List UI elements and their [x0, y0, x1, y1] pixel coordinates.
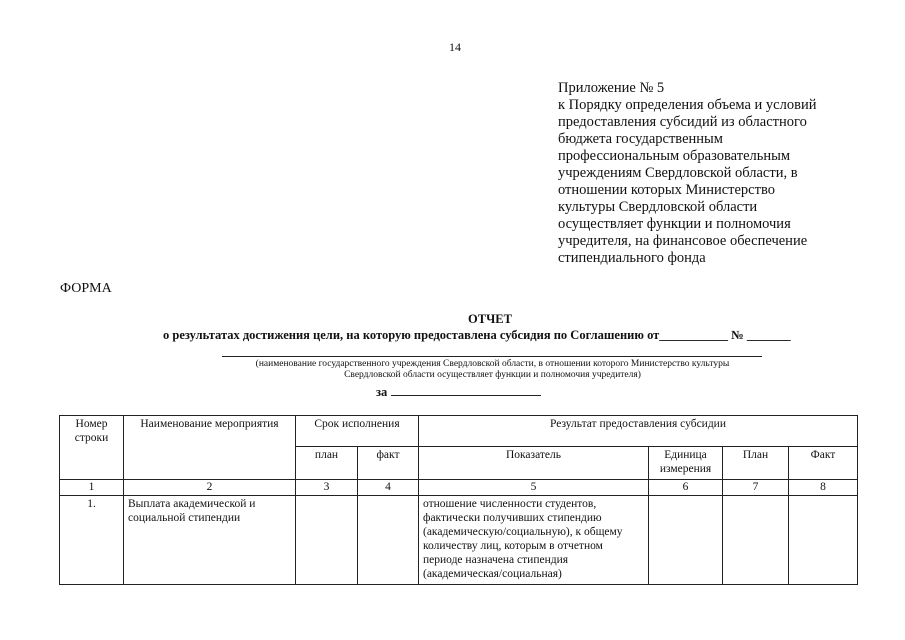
page-number: 14 [449, 40, 461, 54]
appendix-line: бюджета государственным [558, 131, 723, 147]
row-result-fact [789, 496, 858, 585]
row-fact [358, 496, 419, 585]
appendix-line: учреждениям Свердловской области, в [558, 165, 798, 181]
institution-caption [210, 359, 775, 381]
appendix-line: профессиональным образовательным [558, 148, 791, 164]
institution-name-line [222, 356, 762, 357]
header-deadline: Срок исполнения [296, 416, 419, 447]
header-fact: факт [358, 447, 419, 480]
appendix-line: культуры Свердловской области [558, 199, 758, 215]
header-unit: Единица измерения [649, 447, 723, 480]
appendix-line: предоставления субсидий из областного [558, 114, 807, 130]
row-number: 1. [60, 496, 124, 585]
column-number: 4 [358, 480, 419, 496]
table-header-row [60, 416, 858, 447]
institution-caption-line-1: (наименование государственного учреждения Свердловской области, в отношении которого Министерство культуры [255, 359, 730, 369]
report-table [59, 415, 858, 585]
column-number: 5 [419, 480, 649, 496]
period-blank-line [391, 384, 541, 396]
row-plan [296, 496, 358, 585]
column-number: 2 [124, 480, 296, 496]
row-indicator: отношение численности студентов, фактически получивших стипендию (академическую/социальную), к общему количеству лиц, которым в отчетном периоде назначена стипендия (академическая/социальная) [419, 496, 649, 585]
column-numbers-row [60, 480, 858, 496]
column-number: 6 [649, 480, 723, 496]
period-label: за [376, 385, 388, 399]
appendix-line: стипендиального фонда [558, 250, 706, 266]
appendix-line: осуществляет функции и полномочия [558, 216, 791, 232]
appendix-line: отношении которых Министерство [558, 182, 775, 198]
appendix-line: Приложение № 5 [558, 80, 665, 96]
row-result-plan [723, 496, 789, 585]
report-subtitle: о результатах достижения цели, на которую предоставлена субсидия по Соглашению от___________ № _______ [163, 328, 791, 342]
row-unit [649, 496, 723, 585]
column-number: 7 [723, 480, 789, 496]
column-number: 3 [296, 480, 358, 496]
appendix-block [558, 80, 858, 267]
row-event: Выплата академической и социальной стипендии [124, 496, 296, 585]
appendix-line: к Порядку определения объема и условий [558, 97, 817, 113]
column-number: 1 [60, 480, 124, 496]
report-period [376, 384, 541, 400]
table-row [60, 496, 858, 585]
header-plan: план [296, 447, 358, 480]
form-label: ФОРМА [60, 281, 112, 296]
appendix-line: учредителя, на финансовое обеспечение [558, 233, 808, 249]
header-result-fact: Факт [789, 447, 858, 480]
header-event-name: Наименование мероприятия [124, 416, 296, 480]
column-number: 8 [789, 480, 858, 496]
institution-caption-line-2: Свердловской области осуществляет функции и полномочия учредителя) [344, 370, 641, 380]
header-result: Результат предоставления субсидии [419, 416, 858, 447]
header-result-plan: План [723, 447, 789, 480]
header-indicator: Показатель [419, 447, 649, 480]
header-row-number: Номер строки [60, 416, 124, 480]
report-title: ОТЧЕТ [468, 312, 512, 326]
